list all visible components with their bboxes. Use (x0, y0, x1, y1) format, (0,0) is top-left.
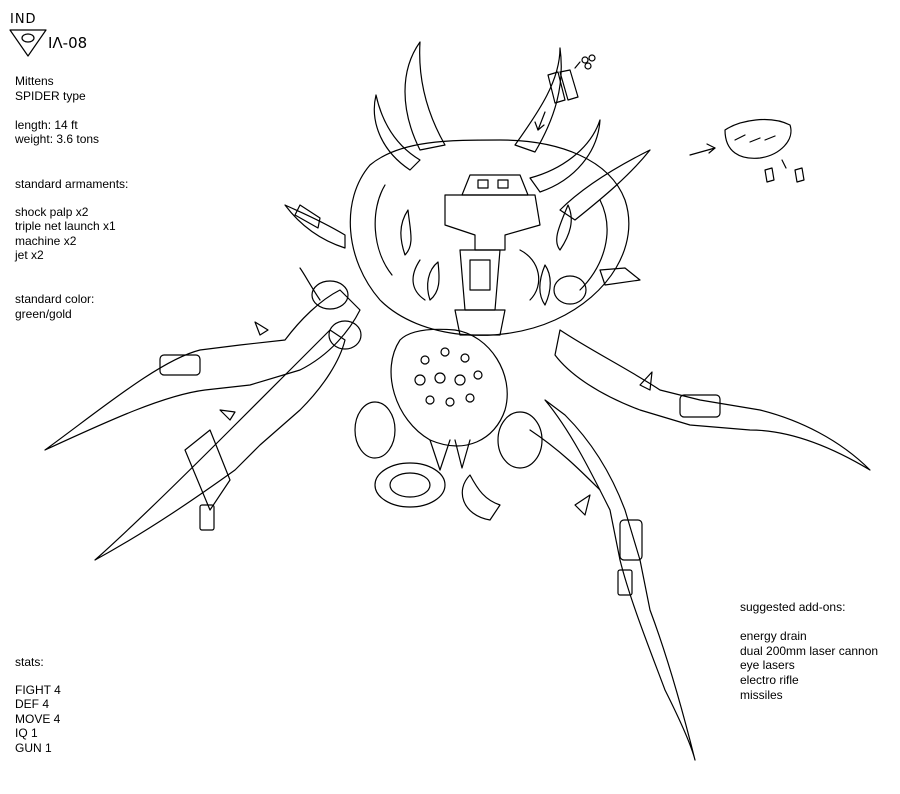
abdomen (350, 140, 629, 335)
addon-item: electro rifle (740, 673, 799, 687)
net-launcher-detail-sketch (690, 120, 804, 182)
palps (355, 402, 542, 520)
jet-detail-sketch (535, 55, 595, 130)
color-value: green/gold (15, 307, 72, 321)
cephalothorax (391, 329, 507, 470)
spec-weight: weight: 3.6 tons (15, 132, 100, 146)
stat-item: DEF 4 (15, 697, 50, 711)
abdomen-spikes (285, 42, 650, 248)
stat-item: IQ 1 (15, 726, 38, 740)
stat-item: FIGHT 4 (15, 683, 61, 697)
logo-brand: IND (10, 12, 37, 27)
addon-item: energy drain (740, 629, 807, 643)
armament-item: shock palp x2 (15, 205, 89, 219)
logo-mark (10, 30, 46, 56)
right-legs (530, 268, 870, 760)
armament-item: machine x2 (15, 234, 77, 248)
addon-item: dual 200mm laser cannon (740, 644, 879, 658)
armament-item: jet x2 (15, 248, 44, 262)
left-legs (45, 268, 361, 560)
mech-name: Mittens (15, 74, 54, 88)
spine-module (445, 175, 540, 335)
addon-item: eye lasers (740, 658, 795, 672)
stat-item: GUN 1 (15, 741, 52, 755)
armaments-title: standard armaments: (15, 177, 129, 191)
addons-title: suggested add-ons: (740, 600, 846, 614)
stats-title: stats: (15, 655, 44, 669)
mech-type: SPIDER type (15, 89, 86, 103)
armament-item: triple net launch x1 (15, 219, 116, 233)
addon-item: missiles (740, 688, 783, 702)
stat-item: MOVE 4 (15, 712, 61, 726)
spec-length: length: 14 ft (15, 118, 78, 132)
color-title: standard color: (15, 292, 95, 306)
model-code: IΛ-08 (48, 34, 88, 52)
